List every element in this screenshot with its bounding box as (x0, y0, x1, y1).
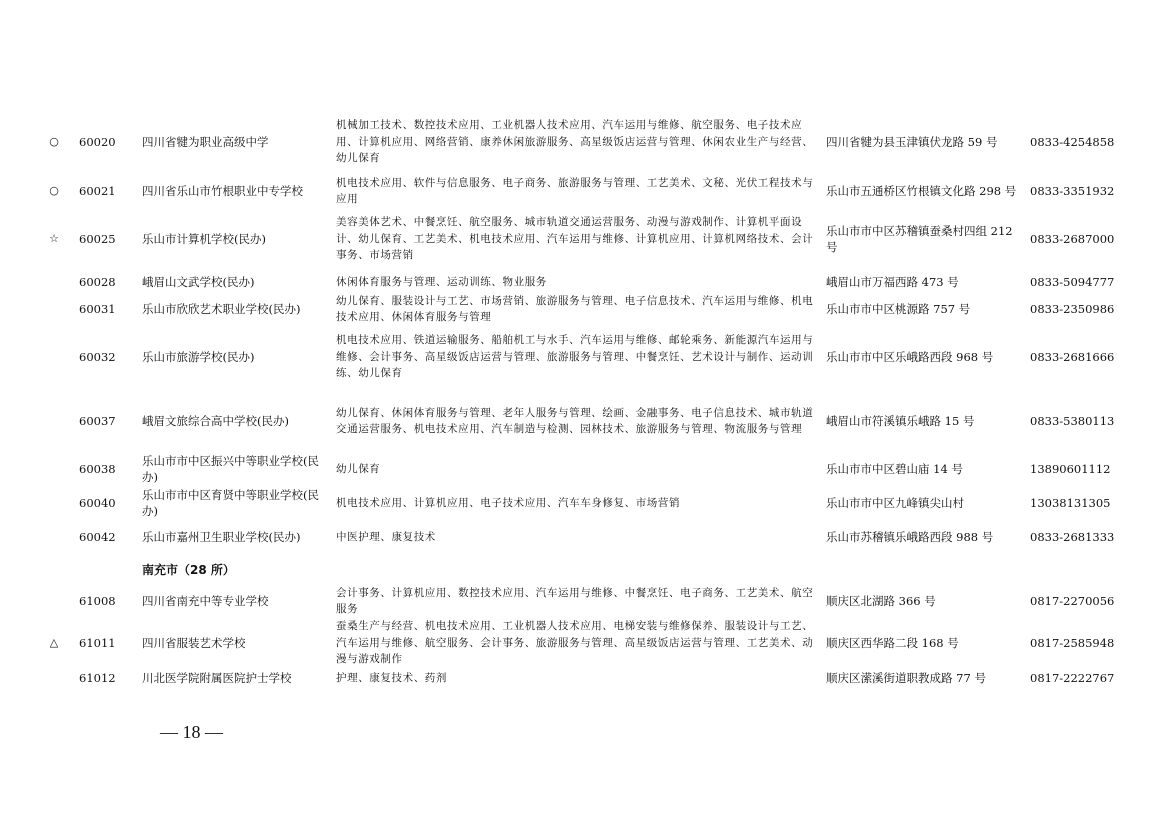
school-mark: ○ (49, 184, 59, 197)
school-phone: 0833-4254858 (1030, 135, 1115, 149)
school-address: 顺庆区北湖路 366 号 (826, 594, 936, 608)
table-row (0, 292, 1169, 326)
school-phone: 0833-2681666 (1030, 350, 1115, 364)
school-majors: 幼儿保育 (336, 462, 381, 475)
school-majors: 机电技术应用、铁道运输服务、船舶机工与水手、汽车运用与维修、邮轮乘务、新能源汽车运用与维修、会计事务、高星级饭店运营与管理、旅游服务与管理、中餐烹饪、艺术设计与制作、运动训练、幼儿保育 (336, 334, 814, 380)
school-code: 60042 (79, 530, 116, 544)
table-row (0, 618, 1169, 668)
school-name: 四川省乐山市竹根职业中专学校 (142, 184, 303, 198)
school-phone: 0833-2687000 (1030, 232, 1115, 246)
school-mark (44, 669, 64, 687)
school-phone: 0833-3351932 (1030, 184, 1115, 198)
school-name: 四川省犍为职业高级中学 (142, 135, 269, 149)
table-row (0, 332, 1169, 382)
school-phone: 0833-5380113 (1030, 414, 1115, 428)
school-code: 61008 (79, 594, 116, 608)
school-address: 乐山市市中区碧山庙 14 号 (826, 462, 963, 476)
school-mark (44, 584, 64, 618)
school-name: 川北医学院附属医院护士学校 (142, 671, 292, 685)
school-majors: 休闲体育服务与管理、运动训练、物业服务 (336, 275, 547, 288)
school-code: 61012 (79, 671, 116, 685)
school-name: 峨眉山文武学校(民办) (142, 275, 255, 289)
school-mark (44, 273, 64, 291)
school-majors: 会计事务、计算机应用、数控技术应用、汽车运用与维修、中餐烹饪、电子商务、工艺美术、航空服务 (336, 586, 814, 615)
school-address: 乐山市市中区苏稽镇蚕桑村四组 212 号 (826, 224, 1013, 254)
school-mark (44, 486, 64, 520)
school-mark (44, 396, 64, 446)
table-row (0, 273, 1169, 291)
school-code: 60037 (79, 414, 116, 428)
school-majors: 机电技术应用、计算机应用、电子技术应用、汽车车身修复、市场营销 (336, 496, 681, 509)
school-address: 峨眉山市万福西路 473 号 (826, 275, 959, 289)
school-address: 乐山市市中区乐峨路西段 968 号 (826, 350, 994, 364)
table-row (0, 174, 1169, 208)
school-phone: 0833-5094777 (1030, 275, 1115, 289)
school-name: 乐山市旅游学校(民办) (142, 350, 255, 364)
school-name: 峨眉文旅综合高中学校(民办) (142, 414, 289, 428)
table-row (0, 486, 1169, 520)
school-name: 乐山市市中区育贤中等职业学校(民办) (142, 488, 319, 518)
region-heading: 南充市（28 所） (142, 562, 235, 577)
school-phone: 0817-2222767 (1030, 671, 1115, 685)
school-code: 60040 (79, 496, 116, 510)
school-code: 60031 (79, 302, 116, 316)
school-phone: 0817-2270056 (1030, 594, 1115, 608)
school-code: 60021 (79, 184, 116, 198)
school-name: 四川省服装艺术学校 (142, 636, 246, 650)
school-phone: 0833-2350986 (1030, 302, 1115, 316)
school-address: 乐山市苏稽镇乐峨路西段 988 号 (826, 530, 994, 544)
school-phone: 13890601112 (1030, 462, 1111, 476)
table-row (0, 396, 1169, 446)
school-code: 61011 (79, 636, 116, 650)
school-majors: 蚕桑生产与经营、机电技术应用、工业机器人技术应用、电梯安装与维修保养、服装设计与工艺、汽车运用与维修、航空服务、会计事务、旅游服务与管理、高星级饭店运营与管理、工艺美术、动漫与游戏制作 (336, 620, 814, 666)
school-name: 乐山市嘉州卫生职业学校(民办) (142, 530, 301, 544)
page-number: — 18 — (160, 721, 223, 742)
table-row (0, 669, 1169, 687)
school-code: 60028 (79, 275, 116, 289)
school-majors: 幼儿保育、服装设计与工艺、市场营销、旅游服务与管理、电子信息技术、汽车运用与维修、机电技术应用、休闲体育服务与管理 (336, 294, 814, 323)
table-row (0, 520, 1169, 554)
school-mark: ○ (49, 135, 59, 148)
school-name: 乐山市市中区振兴中等职业学校(民办) (142, 454, 319, 484)
school-majors: 幼儿保育、休闲体育服务与管理、老年人服务与管理、绘画、金融事务、电子信息技术、城市轨道交通运营服务、机电技术应用、汽车制造与检测、园林技术、旅游服务与管理、物流服务与管理 (336, 406, 814, 435)
school-address: 顺庆区潆溪街道职教成路 77 号 (826, 671, 986, 685)
school-code: 60025 (79, 232, 116, 246)
school-phone: 0833-2681333 (1030, 530, 1115, 544)
school-address: 四川省犍为县玉津镇伏龙路 59 号 (826, 135, 998, 149)
school-code: 60038 (79, 462, 116, 476)
school-mark (44, 332, 64, 382)
school-majors: 机电技术应用、软件与信息服务、电子商务、旅游服务与管理、工艺美术、文秘、光伏工程技术与应用 (336, 176, 814, 205)
table-row (0, 118, 1169, 166)
school-code: 60032 (79, 350, 116, 364)
school-name: 四川省南充中等专业学校 (142, 594, 269, 608)
school-majors: 美容美体艺术、中餐烹饪、航空服务、城市轨道交通运营服务、动漫与游戏制作、计算机平面设计、幼儿保育、工艺美术、机电技术应用、汽车运用与维修、计算机应用、计算机网络技术、会计事务、市场营销 (336, 216, 814, 262)
school-address: 顺庆区西华路二段 168 号 (826, 636, 959, 650)
school-address: 乐山市市中区桃源路 757 号 (826, 302, 971, 316)
table-row (0, 214, 1169, 264)
school-phone: 0817-2585948 (1030, 636, 1115, 650)
school-name: 乐山市计算机学校(民办) (142, 232, 266, 246)
school-address: 乐山市五通桥区竹根镇文化路 298 号 (826, 184, 1017, 198)
school-majors: 护理、康复技术、药剂 (336, 671, 447, 684)
school-phone: 13038131305 (1030, 496, 1111, 510)
school-mark: ☆ (49, 232, 59, 245)
table-row (0, 584, 1169, 618)
school-mark (44, 292, 64, 326)
school-name: 乐山市欣欣艺术职业学校(民办) (142, 302, 301, 316)
school-code: 60020 (79, 135, 116, 149)
school-mark (44, 520, 64, 554)
school-majors: 中医护理、康复技术 (336, 530, 436, 543)
table-row (0, 452, 1169, 486)
school-majors: 机械加工技术、数控技术应用、工业机器人技术应用、汽车运用与维修、航空服务、电子技术应用、计算机应用、网络营销、康养休闲旅游服务、高星级饭店运营与管理、休闲农业生产与经营、幼儿保育 (336, 119, 814, 165)
school-address: 乐山市市中区九峰镇尖山村 (826, 496, 964, 510)
school-address: 峨眉山市符溪镇乐峨路 15 号 (826, 414, 975, 428)
school-mark (44, 452, 64, 486)
school-mark: △ (49, 636, 59, 649)
